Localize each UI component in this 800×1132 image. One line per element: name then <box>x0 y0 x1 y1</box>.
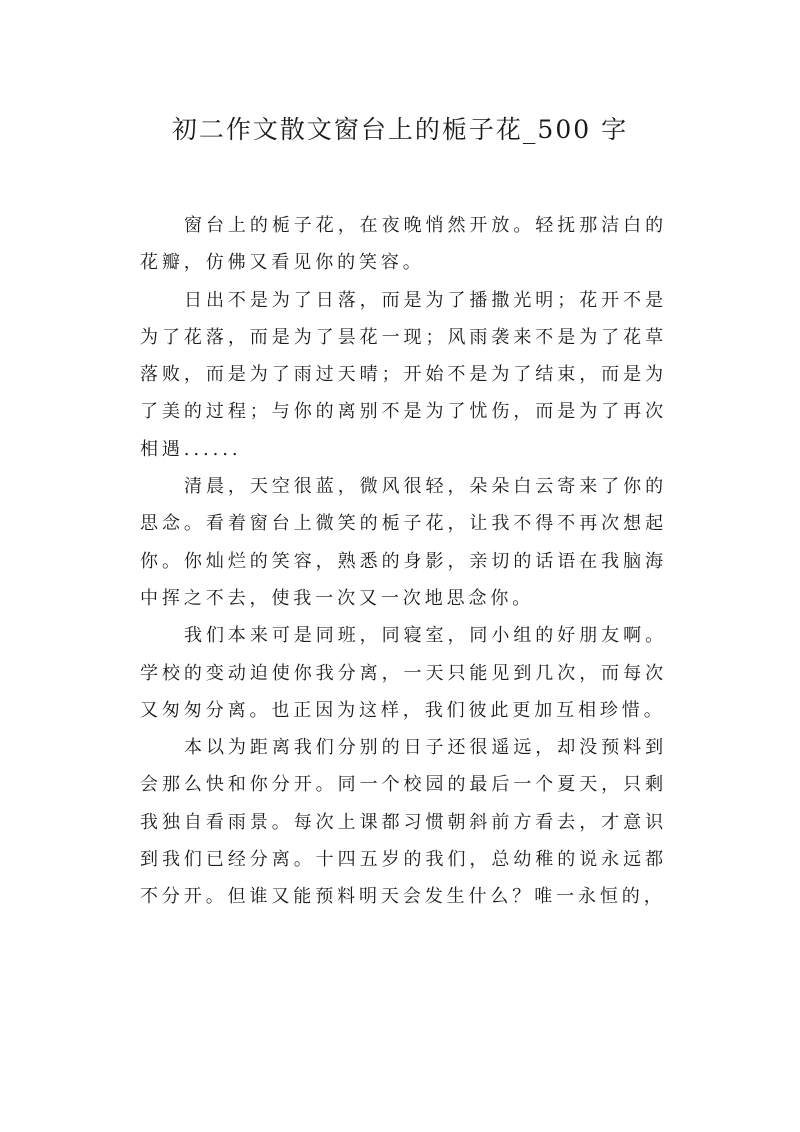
paragraph: 我们本来可是同班，同寝室，同小组的好朋友啊。学校的变动迫使你我分离，一天只能见到几次，而每次又匆匆分离。也正因为这样，我们彼此更加互相珍惜。 <box>140 625 667 721</box>
paragraph: 清晨，天空很蓝，微风很轻，朵朵白云寄来了你的思念。看着窗台上微笑的栀子花，让我不得不再次想起你。你灿烂的笑容，熟悉的身影，亲切的话语在我脑海中挥之不去，使我一次又一次地思念你。 <box>140 476 667 609</box>
document-title: 初二作文散文窗台上的栀子花_500 字 <box>171 115 629 144</box>
document-body <box>140 207 667 916</box>
paragraph: 日出不是为了日落，而是为了播撒光明；花开不是为了花落，而是为了昙花一现；风雨袭来不是为了花草落败，而是为了雨过天晴；开始不是为了结束，而是为了美的过程；与你的离别不是为了忧伤，而是为了再次相遇...... <box>140 289 667 460</box>
paragraph: 本以为距离我们分别的日子还很遥远，却没预料到会那么快和你分开。同一个校园的最后一个夏天，只剩我独自看雨景。每次上课都习惯朝斜前方看去，才意识到我们已经分离。十四五岁的我们，总幼稚的说永远都不分开。但谁又能预料明天会发生什么？唯一永恒的， <box>140 737 667 908</box>
paragraph: 窗台上的栀子花，在夜晚悄然开放。轻抚那洁白的花瓣，仿佛又看见你的笑容。 <box>140 215 667 274</box>
